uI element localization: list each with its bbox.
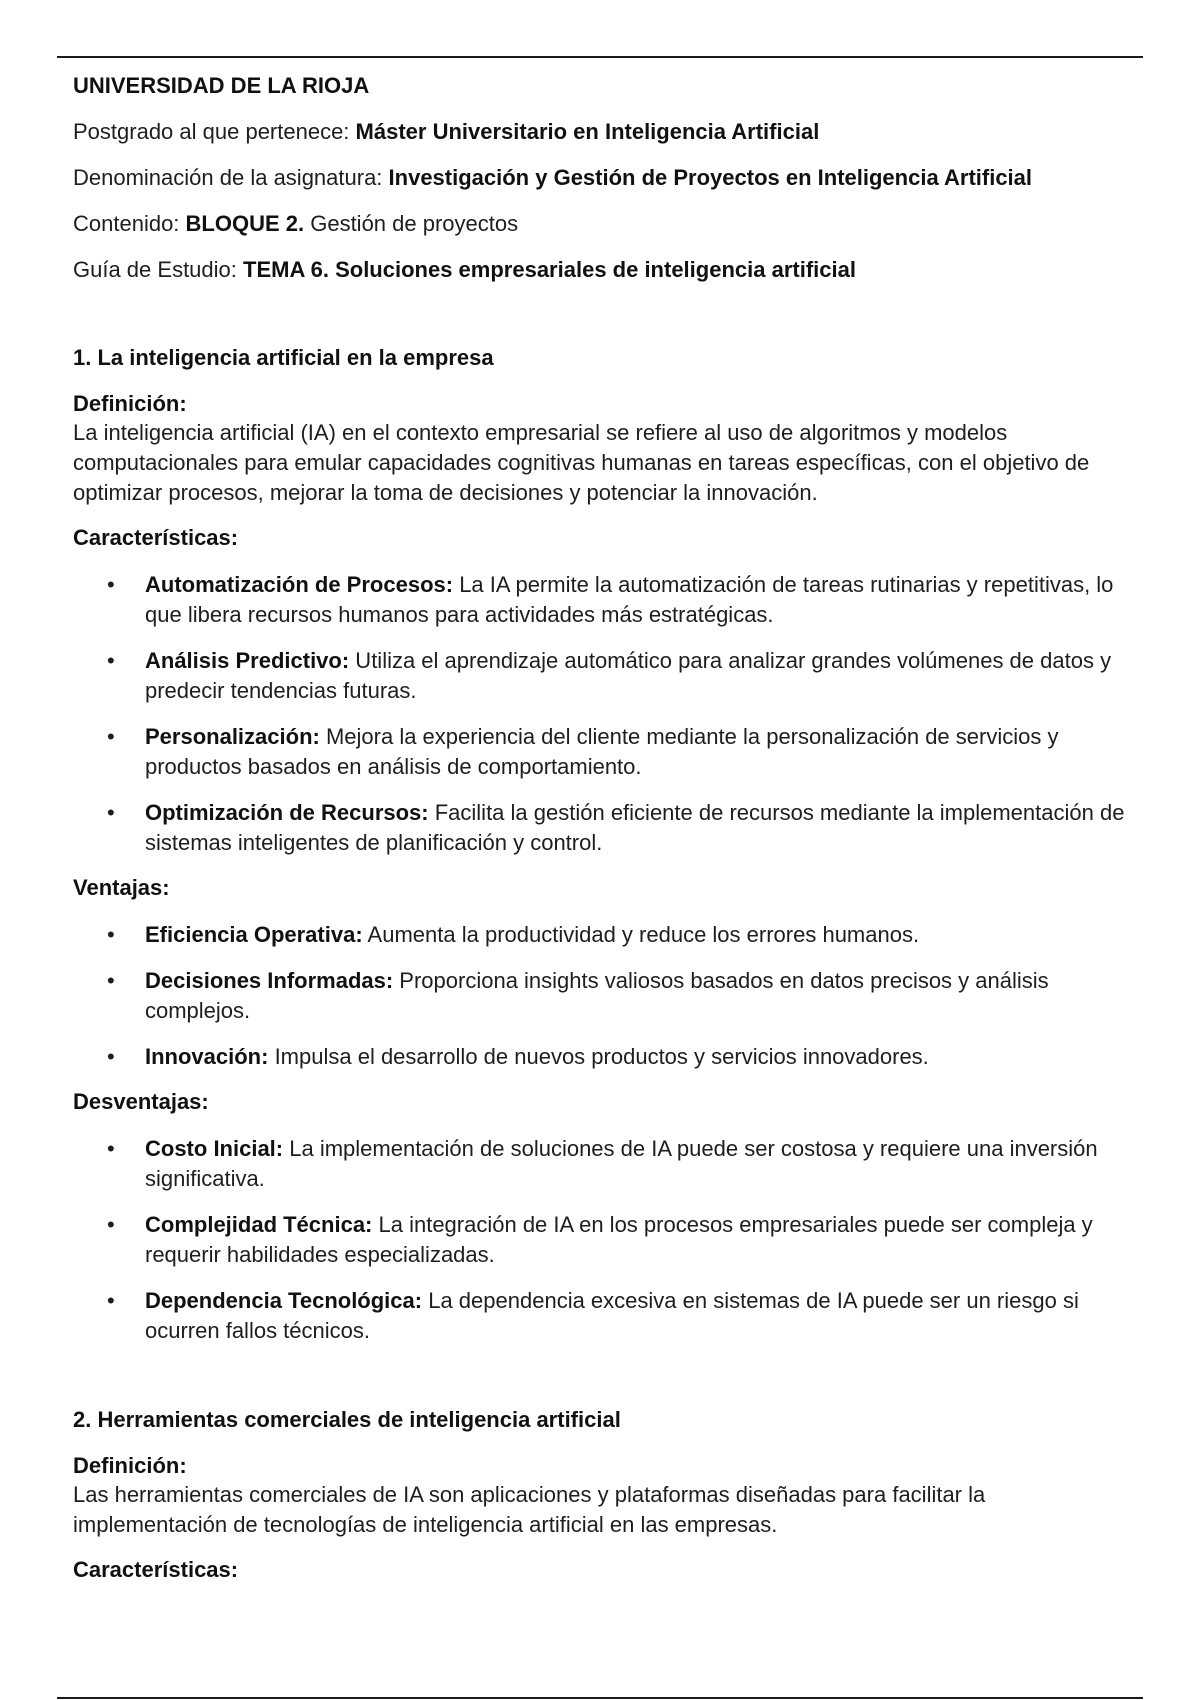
bottom-rule [57, 1697, 1143, 1699]
list-item: • Decisiones Informadas: Proporciona insights valiosos basados en datos precisos y análisis complejos. [73, 966, 1133, 1026]
document-header [73, 72, 1133, 284]
section-1-caracteristicas-label: Características: [73, 525, 239, 550]
list-item: • Automatización de Procesos: La IA permite la automatización de tareas rutinarias y repetitivas, lo que libera recursos humanos para actividades más estratégicas. [73, 570, 1133, 630]
document-page [73, 72, 1133, 1584]
caracteristicas-list [73, 570, 1133, 858]
top-rule [57, 56, 1143, 58]
list-item: • Análisis Predictivo: Utiliza el aprendizaje automático para analizar grandes volúmenes de datos y predecir tendencias futuras. [73, 646, 1133, 706]
list-item: • Costo Inicial: La implementación de soluciones de IA puede ser costosa y requiere una inversión significativa. [73, 1134, 1133, 1194]
asignatura-line: Denominación de la asignatura: Investigación y Gestión de Proyectos en Inteligencia Artificial [73, 165, 1033, 190]
section-2-definicion-label: Definición: [73, 1453, 187, 1478]
section-1-title: 1. La inteligencia artificial en la empresa [73, 345, 494, 370]
section-2-caracteristicas-label: Características: [73, 1557, 239, 1582]
section-1-definicion-text: La inteligencia artificial (IA) en el contexto empresarial se refiere al uso de algoritmos y modelos computacionales para emular capacidades cognitivas humanas en tareas específicas, con el objetivo de optimizar procesos, mejorar la toma de decisiones y potenciar la innovación. [73, 420, 1090, 505]
university-name: UNIVERSIDAD DE LA RIOJA [73, 73, 370, 98]
section-1-definicion-label: Definición: [73, 391, 187, 416]
list-item: • Optimización de Recursos: Facilita la gestión eficiente de recursos mediante la implementación de sistemas inteligentes de planificación y control. [73, 798, 1133, 858]
list-item: • Dependencia Tecnológica: La dependencia excesiva en sistemas de IA puede ser un riesgo si ocurren fallos técnicos. [73, 1286, 1133, 1346]
section-1-ventajas-label: Ventajas: [73, 875, 170, 900]
section-1-desventajas-label: Desventajas: [73, 1089, 209, 1114]
postgrado-line: Postgrado al que pertenece: Máster Universitario en Inteligencia Artificial [73, 119, 820, 144]
section-2-definicion-text: Las herramientas comerciales de IA son aplicaciones y plataformas diseñadas para facilitar la implementación de tecnologías de inteligencia artificial en las empresas. [73, 1482, 986, 1537]
list-item: • Personalización: Mejora la experiencia del cliente mediante la personalización de servicios y productos basados en análisis de comportamiento. [73, 722, 1133, 782]
list-item: • Complejidad Técnica: La integración de IA en los procesos empresariales puede ser compleja y requerir habilidades especializadas. [73, 1210, 1133, 1270]
contenido-line: Contenido: BLOQUE 2. Gestión de proyectos [73, 211, 519, 236]
list-item: • Innovación: Impulsa el desarrollo de nuevos productos y servicios innovadores. [73, 1042, 1133, 1072]
section-2-title: 2. Herramientas comerciales de inteligencia artificial [73, 1407, 621, 1432]
guia-line: Guía de Estudio: TEMA 6. Soluciones empresariales de inteligencia artificial [73, 257, 856, 282]
ventajas-list [73, 920, 1133, 1072]
list-item: • Eficiencia Operativa: Aumenta la productividad y reduce los errores humanos. [73, 920, 1133, 950]
desventajas-list [73, 1134, 1133, 1346]
